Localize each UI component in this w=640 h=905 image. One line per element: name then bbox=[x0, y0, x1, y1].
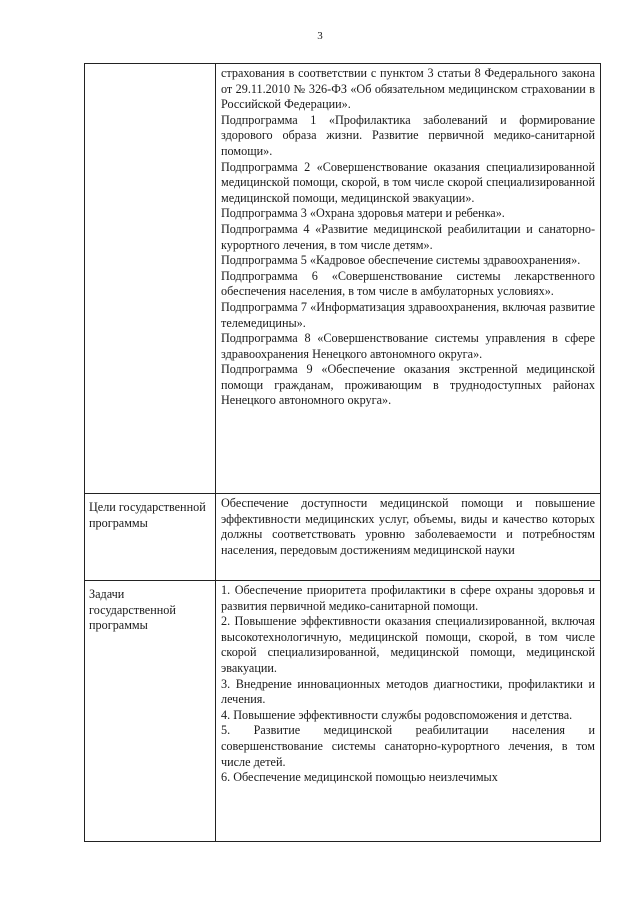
row-label-cell bbox=[85, 64, 216, 494]
subprogram-1: Подпрограмма 1 «Профилактика заболеваний и формирование здорового образа жизни. Развитие первичной медико-санитарной помощи». bbox=[221, 112, 595, 158]
goals-label: Цели государственной программы bbox=[89, 500, 206, 530]
task-6: 6. Обеспечение медицинской помощью неизлечимых bbox=[221, 770, 498, 785]
subprogram-2: Подпрограмма 2 «Совершенствование оказания специализированной медицинской помощи, скорой, в том числе скорой специализированной медицинской помощи, медицинской эвакуации». bbox=[221, 159, 595, 205]
task-1: 1. Обеспечение приоритета профилактики в сфере охраны здоровья и развития первичной медико-санитарной помощи. bbox=[221, 583, 595, 613]
row-label-cell bbox=[85, 494, 216, 581]
subprogram-8: Подпрограмма 8 «Совершенствование системы управления в сфере здравоохранения Ненецкого автономного округа». bbox=[221, 331, 595, 361]
row-label bbox=[85, 64, 215, 70]
tasks-label: Задачи государственной программы bbox=[89, 587, 176, 633]
goals-text: Обеспечение доступности медицинской помощи и повышение эффективности медицинских услуг, объемы, виды и качество которых должны соответствовать уровню заболеваемости и потребностям населения, передовым достижениям медицинской науки bbox=[221, 496, 595, 557]
task-3: 3. Внедрение инновационных методов диагностики, профилактики и лечения. bbox=[221, 676, 595, 707]
table-row-subprograms bbox=[85, 64, 601, 494]
page-number: 3 bbox=[317, 30, 323, 42]
subprogram-4: Подпрограмма 4 «Развитие медицинской реабилитации и санаторно-курортного лечения, в том числе детям». bbox=[221, 221, 595, 252]
row-content-cell bbox=[216, 64, 601, 494]
row-content-cell bbox=[216, 581, 601, 842]
table-row-tasks bbox=[85, 581, 601, 842]
task-4: 4. Повышение эффективности службы родовспоможения и детства. bbox=[221, 707, 573, 722]
row-label-cell bbox=[85, 581, 216, 842]
task-5: 5. Развитие медицинской реабилитации населения и совершенствование системы санаторно-курортного лечения, в том числе детей. bbox=[221, 723, 595, 769]
subprogram-3: Подпрограмма 3 «Охрана здоровья матери и ребенка». bbox=[221, 206, 505, 221]
passport-table bbox=[84, 63, 601, 842]
subprogram-6: Подпрограмма 6 «Совершенствование системы лекарственного обеспечения населения, в том числе в амбулаторных условиях». bbox=[221, 268, 595, 299]
subprogram-5: Подпрограмма 5 «Кадровое обеспечение системы здравоохранения». bbox=[221, 253, 581, 268]
legal-basis-paragraph: страхования в соответствии с пунктом 3 статьи 8 Федерального закона от 29.11.2010 № 326-ФЗ «Об обязательном медицинском страховании в Российской Федерации». bbox=[221, 66, 595, 112]
row-content-cell bbox=[216, 494, 601, 581]
subprogram-9: Подпрограмма 9 «Обеспечение оказания экстренной медицинской помощи гражданам, проживающим в труднодоступных районах Ненецкого автономного округа». bbox=[221, 362, 595, 408]
subprogram-7: Подпрограмма 7 «Информатизация здравоохранения, включая развитие телемедицины». bbox=[221, 299, 595, 330]
table-row-goals bbox=[85, 494, 601, 581]
task-2: 2. Повышение эффективности оказания специализированной, включая высокотехнологичную, медицинской помощи, скорой, в том числе скорой специализированной, медицинской помощи, медицинской эвакуации. bbox=[221, 614, 595, 675]
